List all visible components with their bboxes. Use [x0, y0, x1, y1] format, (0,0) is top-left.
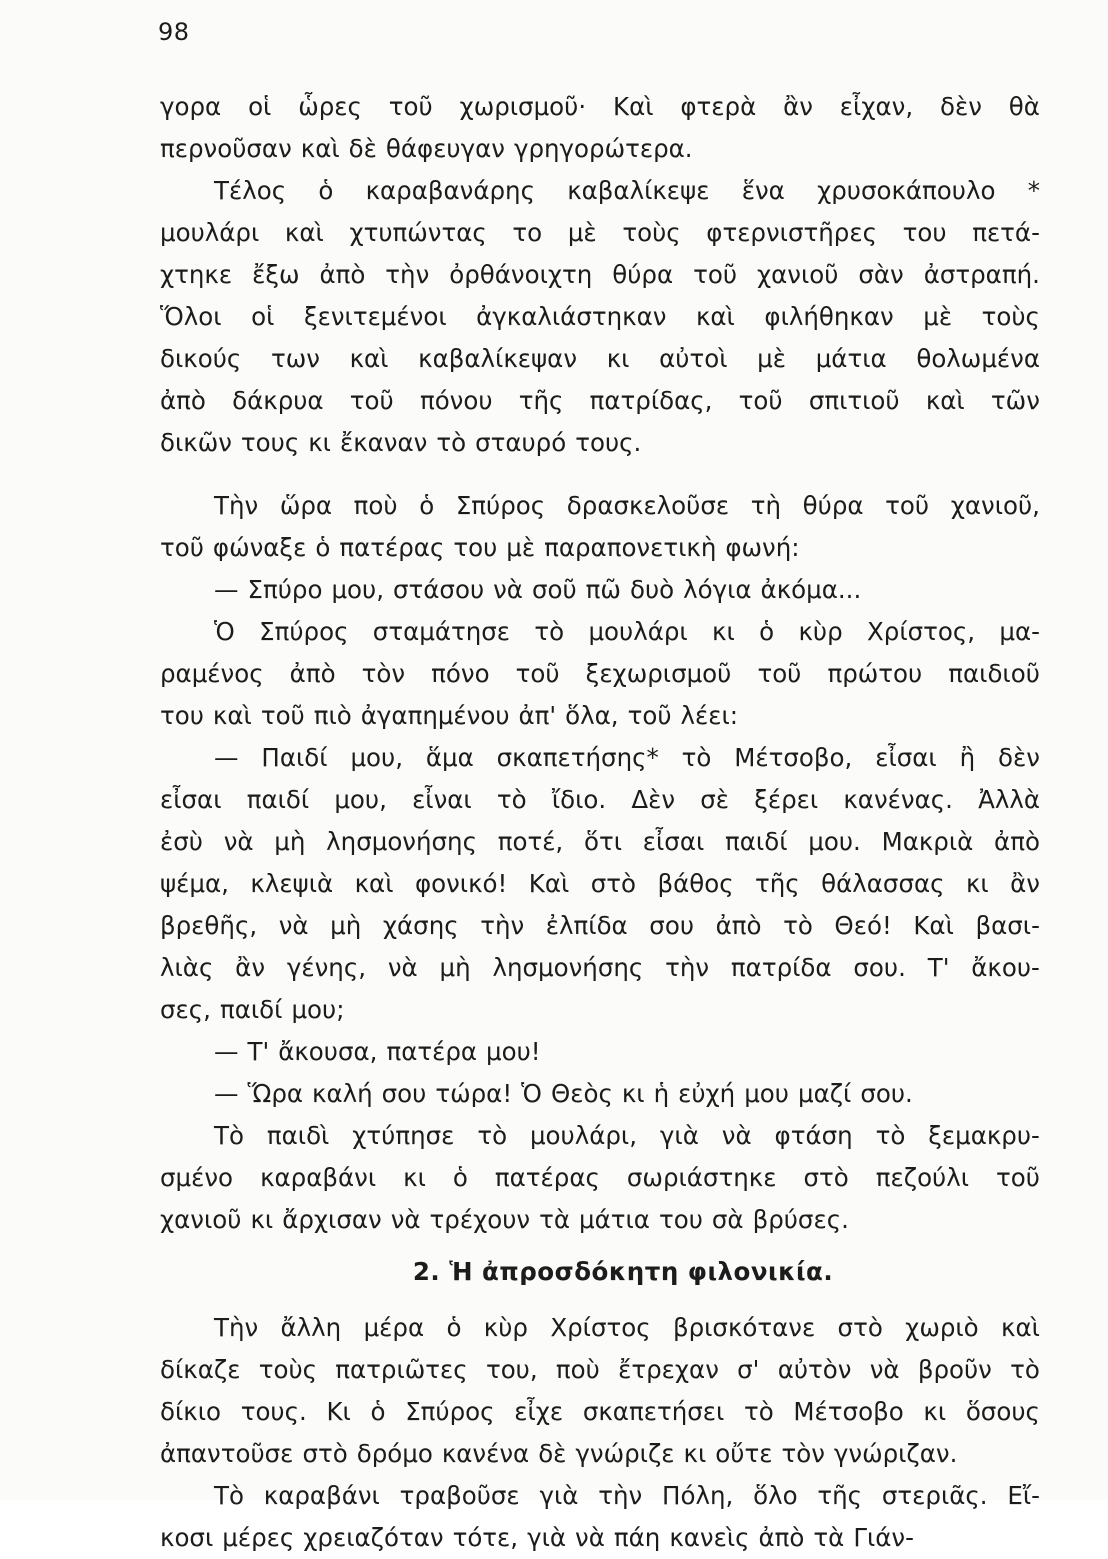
text-line: Ὁ Σπύρος σταμάτησε τὸ μουλάρι κι ὁ κὺρ Χρίστος, μα-	[214, 617, 1040, 646]
paragraph	[160, 86, 1040, 170]
text-line: λιὰς ἂν γένης, νὰ μὴ λησμονήσης τὴν πατρίδα σου. Τ' ἄκου-	[160, 953, 1040, 982]
text-line: δίκιο τους. Κι ὁ Σπύρος εἶχε σκαπετήσει τὸ Μέτσοβο κι ὅσους	[160, 1397, 1040, 1426]
paragraph-gap	[160, 464, 1040, 485]
text-line: χτηκε ἔξω ἀπὸ τὴν ὀρθάνοιχτη θύρα τοῦ χανιοῦ σὰν ἀστραπή.	[160, 260, 1040, 289]
text-line: ἀπαντοῦσε στὸ δρόμο κανένα δὲ γνώριζε κι οὔτε τὸν γνώριζαν.	[160, 1439, 958, 1468]
text-line: σες, παιδί μου;	[160, 995, 345, 1024]
text-line: ἀπὸ δάκρυα τοῦ πόνου τῆς πατρίδας, τοῦ σπιτιοῦ καὶ τῶν	[160, 386, 1040, 415]
text-line: — Τ' ἄκουσα, πατέρα μου!	[214, 1037, 541, 1066]
text-line: — Παιδί μου, ἅμα σκαπετήσης* τὸ Μέτσοβο, εἶσαι ἢ δὲν	[214, 743, 1040, 772]
text-line: εἶσαι παιδί μου, εἶναι τὸ ἴδιο. Δὲν σὲ ξέρει κανένας. Ἀλλὰ	[160, 785, 1040, 814]
paragraph	[160, 485, 1040, 569]
text-line: ψέμα, κλεψιὰ καὶ φονικό! Καὶ στὸ βάθος τῆς θάλασσας κι ἂν	[160, 869, 1040, 898]
body-text	[160, 86, 1040, 1559]
text-line: Τὸ παιδὶ χτύπησε τὸ μουλάρι, γιὰ νὰ φτάση τὸ ξεμακρυ-	[214, 1121, 1040, 1150]
text-line: σμένο καραβάνι κι ὁ πατέρας σωριάστηκε στὸ πεζούλι τοῦ	[160, 1163, 1040, 1192]
paragraph	[160, 569, 1040, 611]
text-line: — Σπύρο μου, στάσου νὰ σοῦ πῶ δυὸ λόγια ἀκόμα...	[214, 575, 862, 604]
text-line: ἐσὺ νὰ μὴ λησμονήσης ποτέ, ὅτι εἶσαι παιδί μου. Μακριὰ ἀπὸ	[160, 827, 1040, 856]
text-line: βρεθῆς, νὰ μὴ χάσης τὴν ἐλπίδα σου ἀπὸ τὸ Θεό! Καὶ βασι-	[160, 911, 1040, 940]
paragraph	[160, 1073, 1040, 1115]
text-line: Τὴν ἄλλη μέρα ὁ κὺρ Χρίστος βρισκότανε στὸ χωριὸ καὶ	[214, 1313, 1040, 1342]
text-line: δίκαζε τοὺς πατριῶτες του, ποὺ ἔτρεχαν σ' αὐτὸν νὰ βροῦν τὸ	[160, 1355, 1040, 1384]
text-line: δικούς των καὶ καβαλίκεψαν κι αὐτοὶ μὲ μάτια θολωμένα	[160, 344, 1040, 373]
paragraph	[160, 611, 1040, 737]
paragraph	[160, 1031, 1040, 1073]
paragraph	[160, 737, 1040, 1031]
page-number: 98	[158, 18, 190, 46]
section-heading: 2. Ἡ ἀπροσδόκητη φιλονικία.	[412, 1257, 834, 1286]
text-line: τοῦ φώναξε ὁ πατέρας του μὲ παραπονετικὴ φωνή:	[160, 533, 800, 562]
text-line: Ὅλοι οἱ ξενιτεμένοι ἀγκαλιάστηκαν καὶ φιλήθηκαν μὲ τοὺς	[160, 302, 1040, 331]
text-line: χανιοῦ κι ἄρχισαν νὰ τρέχουν τὰ μάτια του σὰ βρύσες.	[160, 1205, 849, 1234]
paragraph	[160, 170, 1040, 464]
paragraph	[160, 1307, 1040, 1475]
text-line: — Ὥρα καλή σου τώρα! Ὁ Θεὸς κι ἡ εὐχή μου μαζί σου.	[214, 1079, 913, 1108]
text-line: δικῶν τους κι ἔκαναν τὸ σταυρό τους.	[160, 428, 642, 457]
text-line: Τέλος ὁ καραβανάρης καβαλίκεψε ἕνα χρυσοκάπουλο *	[214, 176, 1040, 205]
text-line: γορα οἱ ὧρες τοῦ χωρισμοῦ· Καὶ φτερὰ ἂν εἶχαν, δὲν θὰ	[160, 92, 1040, 121]
paragraph	[160, 1475, 1040, 1559]
text-line: περνοῦσαν καὶ δὲ θάφευγαν γρηγορώτερα.	[160, 134, 693, 163]
text-line: κοσι μέρες χρειαζόταν τότε, γιὰ νὰ πάη κανεὶς ἀπὸ τὰ Γιάν-	[160, 1523, 914, 1552]
text-line: μουλάρι καὶ χτυπώντας το μὲ τοὺς φτερνιστῆρες του πετά-	[160, 218, 1040, 247]
text-line: Τὴν ὥρα ποὺ ὁ Σπύρος δρασκελοῦσε τὴ θύρα τοῦ χανιοῦ,	[214, 491, 1040, 520]
text-line: ραμένος ἀπὸ τὸν πόνο τοῦ ξεχωρισμοῦ τοῦ πρώτου παιδιοῦ	[160, 659, 1040, 688]
text-line: του καὶ τοῦ πιὸ ἀγαπημένου ἀπ' ὅλα, τοῦ λέει:	[160, 701, 739, 730]
paragraph	[160, 1115, 1040, 1241]
text-line: Τὸ καραβάνι τραβοῦσε γιὰ τὴν Πόλη, ὅλο τῆς στεριᾶς. Εἴ-	[214, 1481, 1040, 1510]
